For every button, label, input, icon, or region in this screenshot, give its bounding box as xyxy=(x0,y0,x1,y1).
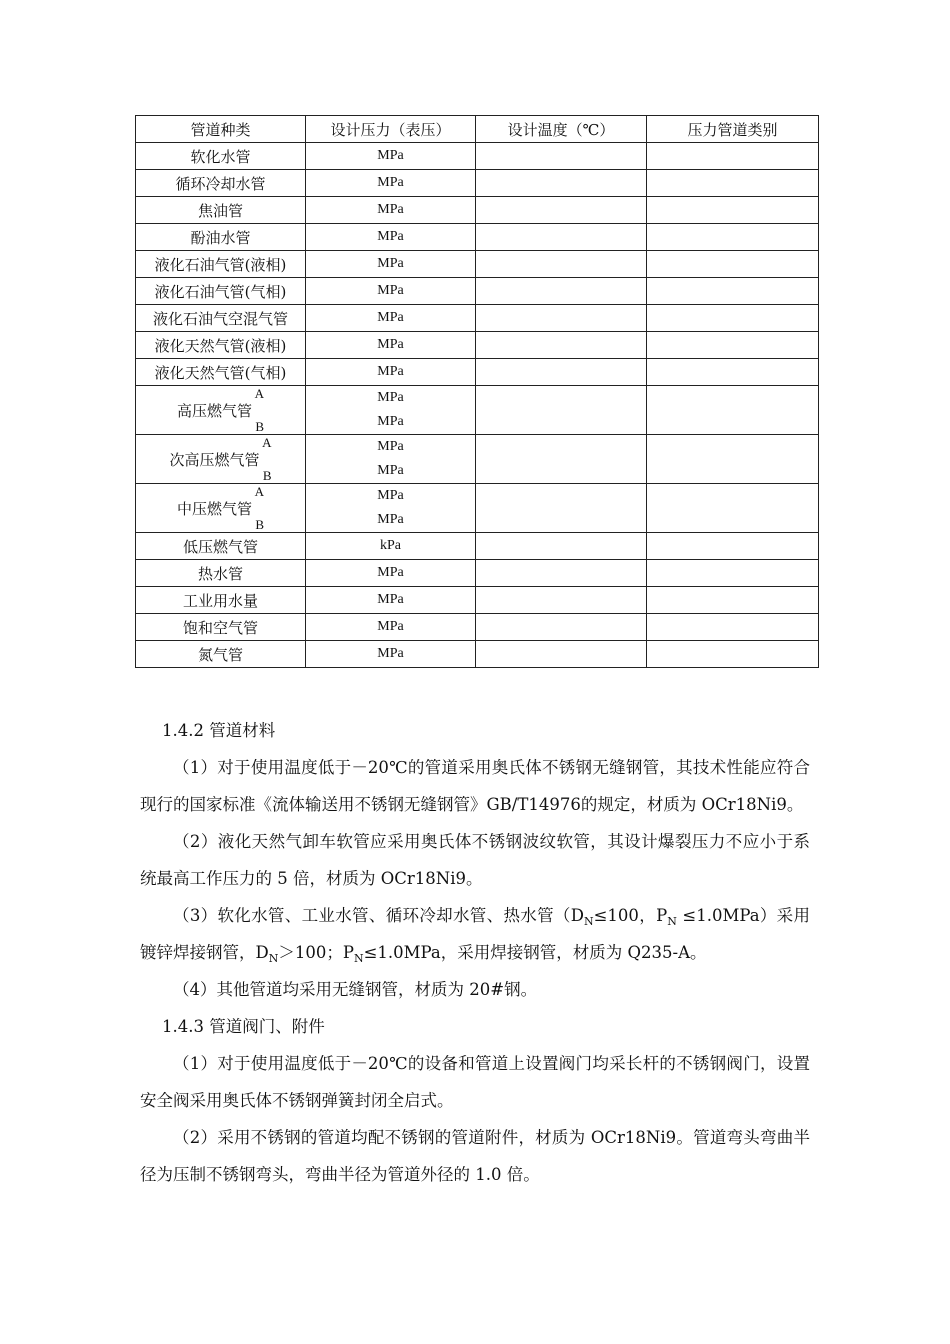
pressure-unit-cell: MPa xyxy=(306,359,476,386)
pressure-unit-cell: MPa xyxy=(306,560,476,587)
temperature-cell xyxy=(476,143,647,170)
section-heading-1-4-3: 1.4.3 管道阀门、附件 xyxy=(162,1017,325,1036)
pressure-unit-cell: MPa xyxy=(306,305,476,332)
pressure-unit-cell: kPa xyxy=(306,533,476,560)
temperature-cell xyxy=(476,197,647,224)
table-row xyxy=(136,143,819,170)
temperature-cell xyxy=(476,251,647,278)
temperature-cell xyxy=(476,359,647,386)
temperature-cell xyxy=(476,560,647,587)
category-cell xyxy=(647,560,819,587)
p3-sub-1: N xyxy=(583,915,594,928)
pipe-type-name: 次高压燃气管 xyxy=(169,450,260,469)
pressure-unit-cell: MPa xyxy=(306,143,476,170)
table-row xyxy=(136,533,819,560)
pressure-unit-cell: MPa xyxy=(306,332,476,359)
unit-a: MPa xyxy=(377,390,404,405)
pipe-type-name: 高压燃气管 xyxy=(176,401,252,420)
p3-sub-4: N xyxy=(353,952,364,965)
table-row xyxy=(136,251,819,278)
category-cell xyxy=(647,197,819,224)
section-heading-1-4-2: 1.4.2 管道材料 xyxy=(162,721,276,740)
temperature-cell xyxy=(476,484,647,533)
table-row xyxy=(136,197,819,224)
paragraph-143-2: （2）采用不锈钢的管道均配不锈钢的管道附件，材质为 OCr18Ni9。管道弯头弯曲半径为压制不锈钢弯头，弯曲半径为管道外径的 1.0 倍。 xyxy=(140,1128,810,1184)
category-cell xyxy=(647,278,819,305)
pressure-unit-cell: MPa xyxy=(306,641,476,668)
table-row xyxy=(136,641,819,668)
table-row xyxy=(136,587,819,614)
paragraph-142-3 xyxy=(140,897,810,971)
unit-a: MPa xyxy=(377,488,404,503)
p3-text-1: （3）软化水管、工业水管、循环冷却水管、热水管（D xyxy=(173,906,584,925)
temperature-cell xyxy=(476,614,647,641)
pressure-unit-cell: MPa xyxy=(306,170,476,197)
pipe-type-cell: 低压燃气管 xyxy=(136,533,306,560)
header-design-temperature: 设计温度（℃） xyxy=(476,116,647,143)
pipe-type-with-grades xyxy=(176,385,264,434)
temperature-cell xyxy=(476,641,647,668)
table-row-ab xyxy=(136,435,819,484)
category-cell xyxy=(647,359,819,386)
pipe-type-cell: 饱和空气管 xyxy=(136,614,306,641)
pipe-type-cell: 液化天然气管(气相) xyxy=(136,359,306,386)
body-text xyxy=(140,712,810,1193)
pipe-type-cell: 软化水管 xyxy=(136,143,306,170)
table-row xyxy=(136,359,819,386)
pipe-type-cell: 液化石油气空混气管 xyxy=(136,305,306,332)
pipe-type-cell xyxy=(136,435,306,484)
grade-a-label: A xyxy=(254,483,264,499)
header-pipe-type: 管道种类 xyxy=(136,116,306,143)
unit-b: MPa xyxy=(377,512,404,527)
header-pressure-pipe-category: 压力管道类别 xyxy=(647,116,819,143)
table-row xyxy=(136,305,819,332)
temperature-cell xyxy=(476,278,647,305)
category-cell xyxy=(647,251,819,278)
category-cell xyxy=(647,533,819,560)
pipe-type-cell: 工业用水量 xyxy=(136,587,306,614)
pressure-unit-cell xyxy=(306,435,476,484)
pipe-type-cell xyxy=(136,484,306,533)
temperature-cell xyxy=(476,305,647,332)
pressure-unit-cell xyxy=(306,484,476,533)
pressure-unit-cell xyxy=(306,386,476,435)
table-row xyxy=(136,560,819,587)
category-cell xyxy=(647,224,819,251)
category-cell xyxy=(647,587,819,614)
temperature-cell xyxy=(476,224,647,251)
temperature-cell xyxy=(476,170,647,197)
pipe-type-with-grades xyxy=(176,483,264,532)
paragraph-142-4: （4）其他管道均采用无缝钢管，材质为 20#钢。 xyxy=(173,980,538,999)
grade-a-label: A xyxy=(254,385,264,401)
pipe-type-cell: 循环冷却水管 xyxy=(136,170,306,197)
table-row xyxy=(136,332,819,359)
p3-text-5: ≤1.0MPa，采用焊接钢管，材质为 Q235-A。 xyxy=(363,943,707,962)
pipe-type-cell: 液化天然气管(液相) xyxy=(136,332,306,359)
grade-b-label: B xyxy=(255,516,264,532)
unit-b: MPa xyxy=(377,463,404,478)
category-cell xyxy=(647,484,819,533)
category-cell xyxy=(647,332,819,359)
table-header-row xyxy=(136,116,819,143)
pressure-unit-cell: MPa xyxy=(306,224,476,251)
unit-a: MPa xyxy=(377,439,404,454)
header-design-pressure: 设计压力（表压） xyxy=(306,116,476,143)
pipe-type-cell: 液化石油气管(液相) xyxy=(136,251,306,278)
temperature-cell xyxy=(476,533,647,560)
p3-text-3: ≤1.0MPa）采用镀锌焊接钢管，D xyxy=(140,906,811,962)
pressure-unit-cell: MPa xyxy=(306,251,476,278)
p3-sub-2: N xyxy=(667,915,677,928)
category-cell xyxy=(647,143,819,170)
paragraph-142-2: （2）液化天然气卸车软管应采用奥氏体不锈钢波纹软管，其设计爆裂压力不应小于系统最高工作压力的 5 倍，材质为 OCr18Ni9。 xyxy=(140,832,810,888)
p3-text-2: ≤100，P xyxy=(593,906,668,925)
unit-b: MPa xyxy=(377,414,404,429)
category-cell xyxy=(647,170,819,197)
category-cell xyxy=(647,305,819,332)
paragraph-142-1: （1）对于使用温度低于－20℃的管道采用奥氏体不锈钢无缝钢管，其技术性能应符合现行的国家标准《流体输送用不锈钢无缝钢管》GB/T14976的规定，材质为 OCr18Ni9。 xyxy=(140,758,810,814)
temperature-cell xyxy=(476,332,647,359)
pipe-type-cell: 酚油水管 xyxy=(136,224,306,251)
pipe-classification-table xyxy=(135,115,819,668)
pipe-type-with-grades xyxy=(169,434,272,483)
pressure-unit-cell: MPa xyxy=(306,614,476,641)
table-row xyxy=(136,170,819,197)
pipe-type-cell xyxy=(136,386,306,435)
table-row xyxy=(136,224,819,251)
paragraph-143-1: （1）对于使用温度低于－20℃的设备和管道上设置阀门均采长杆的不锈钢阀门，设置安全阀采用奥氏体不锈钢弹簧封闭全启式。 xyxy=(140,1054,810,1110)
category-cell xyxy=(647,641,819,668)
pipe-type-name: 中压燃气管 xyxy=(176,499,252,518)
pipe-type-cell: 液化石油气管(气相) xyxy=(136,278,306,305)
pressure-unit-cell: MPa xyxy=(306,278,476,305)
table-row-ab xyxy=(136,386,819,435)
pipe-type-cell: 焦油管 xyxy=(136,197,306,224)
category-cell xyxy=(647,614,819,641)
table-row xyxy=(136,614,819,641)
temperature-cell xyxy=(476,386,647,435)
pipe-type-cell: 氮气管 xyxy=(136,641,306,668)
p3-text-4: ＞100；P xyxy=(278,943,354,962)
table-row-ab xyxy=(136,484,819,533)
pipe-type-cell: 热水管 xyxy=(136,560,306,587)
p3-sub-3: N xyxy=(268,952,279,965)
pressure-unit-cell: MPa xyxy=(306,197,476,224)
grade-a-label: A xyxy=(262,434,272,450)
category-cell xyxy=(647,386,819,435)
grade-b-label: B xyxy=(262,467,272,483)
pressure-unit-cell: MPa xyxy=(306,587,476,614)
table-row xyxy=(136,278,819,305)
category-cell xyxy=(647,435,819,484)
grade-b-label: B xyxy=(255,418,264,434)
temperature-cell xyxy=(476,435,647,484)
temperature-cell xyxy=(476,587,647,614)
